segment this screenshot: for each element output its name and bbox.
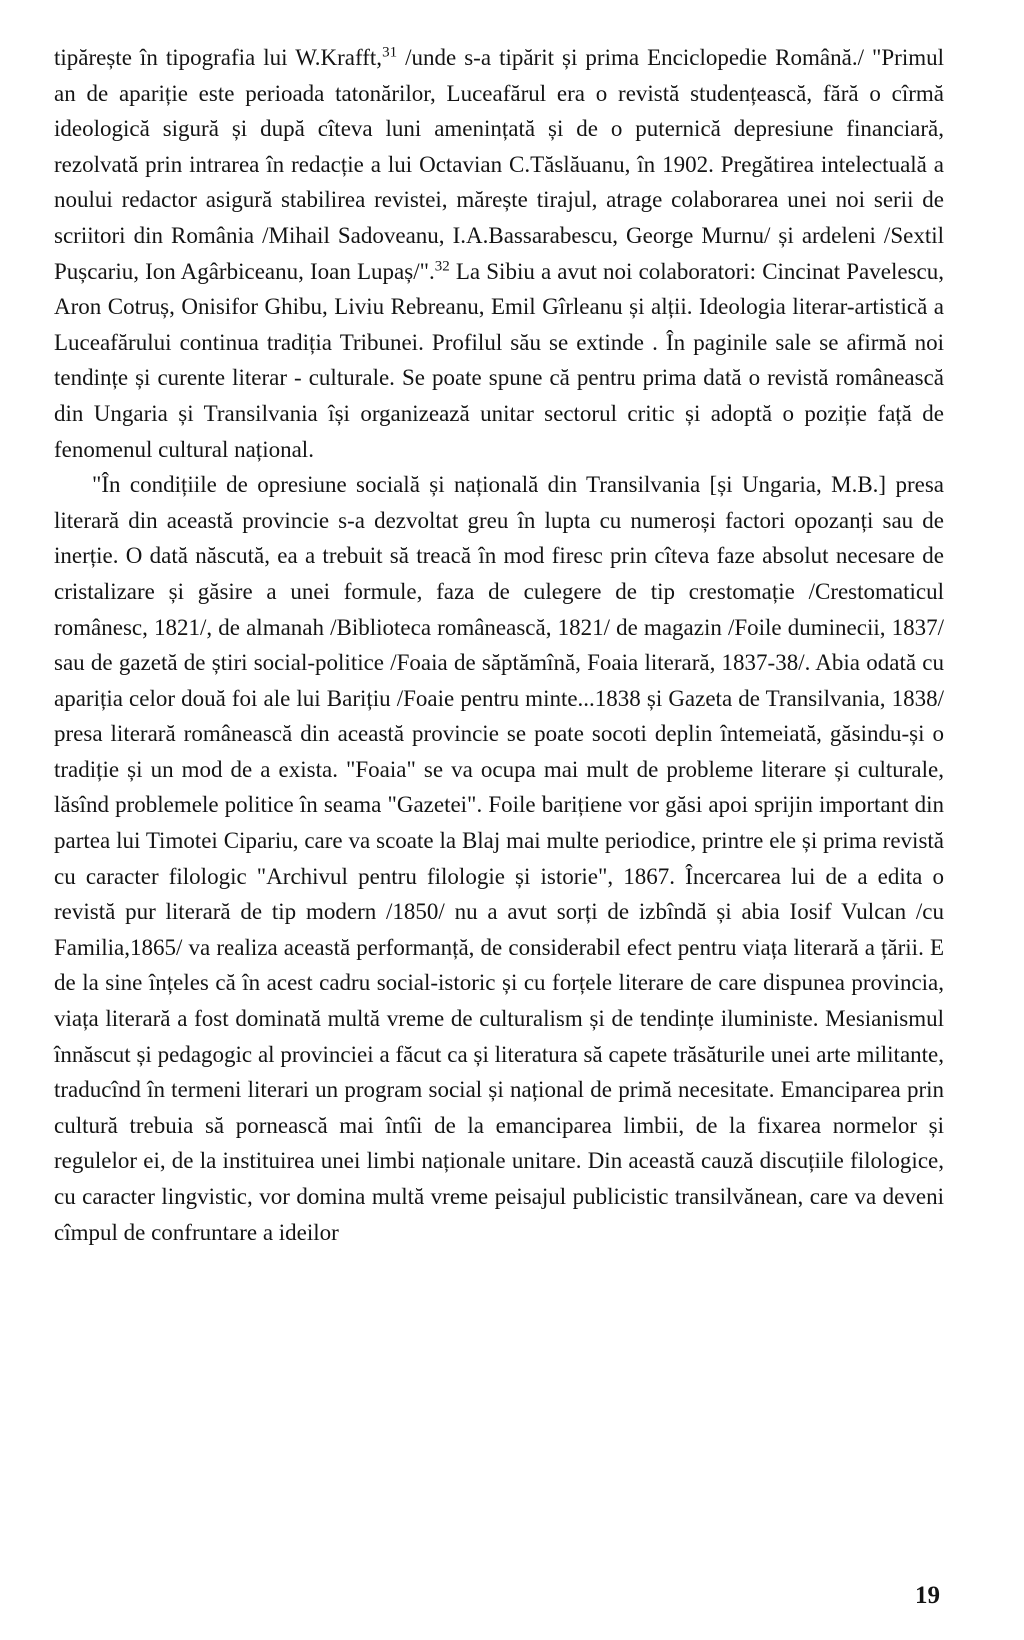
paragraph-1-text-a: tipărește în tipografia lui W.Krafft, — [54, 45, 383, 70]
paragraph-1 — [54, 40, 944, 467]
paragraph-2: "În condițiile de opresiune socială și națională din Transilvania [și Ungaria, M.B.] presa literară din această provincie s-a dezvoltat greu în lupta cu numeroși factori opozanți sau de inerție. O dată născută, ea a trebuit să treacă în mod firesc prin cîteva faze absolut necesare de cristalizare și găsire a unei formule, faza de culegere de tip crestomație /Crestomaticul românesc, 1821/, de almanah /Biblioteca românească, 1821/ de magazin /Foile duminecii, 1837/ sau de gazetă de știri social-politice /Foaia de săptămînă, Foaia literară, 1837-38/. Abia odată cu apariția celor două foi ale lui Barițiu /Foaie pentru minte...1838 și Gazeta de Transilvania, 1838/ presa literară românească din această provincie se poate socoti deplin întemeiată, găsindu-și o tradiție și un mod de a exista. "Foaia" se va ocupa mai mult de probleme literare și culturale, lăsînd problemele politice în seama "Gazetei". Foile barițiene vor găsi apoi sprijin important din partea lui Timotei Cipariu, care va scoate la Blaj mai multe periodice, printre ele și prima revistă cu caracter filologic "Archivul pentru filologie și istorie", 1867. Încercarea lui de a edita o revistă pur literară de tip modern /1850/ nu a avut sorți de izbîndă și abia Iosif Vulcan /cu Familia,1865/ va realiza această performanță, de considerabil efect pentru viața literară a țării. E de la sine înțeles că în acest cadru social-istoric și cu forțele literare de care dispunea provincia, viața literară a fost dominată multă vreme de culturalism și de tendințe iluministe. Mesianismul înnăscut și pedagogic al provinciei a făcut ca și literatura să capete trăsăturile unei arte militante, traducînd în termeni literari un program social și național de primă necesitate. Emanciparea prin cultură trebuia să pornească mai întîi de la emanciparea limbii, de la fixarea normelor și regulelor ei, de la instituirea unei limbi naționale unitare. Din această cauză discuțiile filologice, cu caracter lingvistic, vor domina multă vreme peisajul publicistic transilvănean, care va deveni cîmpul de confruntare a ideilor — [54, 472, 944, 1245]
document-page — [54, 40, 944, 1250]
paragraph-1-text-b: /unde s-a tipărit și prima Enciclopedie Română./ "Primul an de apariție este perioada tatonărilor, Luceafărul era o revistă studențească, fără o cîrmă ideologică sigură și după cîteva luni amenințată și de o puternică depresiune financiară, rezolvată prin intrarea în redacție a lui Octavian C.Tăslăuanu, în 1902. Pregătirea intelectuală a noului redactor asigură stabilirea revistei, mărește tirajul, atrage colaborarea unei noi serii de scriitori din România /Mihail Sadoveanu, I.A.Bassarabescu, George Murnu/ și ardeleni /Sextil Pușcariu, Ion Agârbiceanu, Ioan Lupaș/". — [54, 45, 944, 284]
page-number: 19 — [915, 1582, 940, 1609]
footnote-ref-31: 31 — [382, 44, 398, 61]
paragraph-1-text-c: La Sibiu a avut noi colaboratori: Cincinat Pavelescu, Aron Cotruș, Onisifor Ghibu, Liviu Rebreanu, Emil Gîrleanu și alții. Ideologia literar-artistică a Luceafărului continua tradiția Tribunei. Profilul său se extinde . În paginile sale se afirmă noi tendințe și curente literar - culturale. Se poate spune că pentru prima dată o revistă românească din Ungaria și Transilvania își organizează unitar sectorul critic și adoptă o poziție față de fenomenul cultural național. — [54, 258, 944, 462]
footnote-ref-32: 32 — [434, 257, 450, 274]
